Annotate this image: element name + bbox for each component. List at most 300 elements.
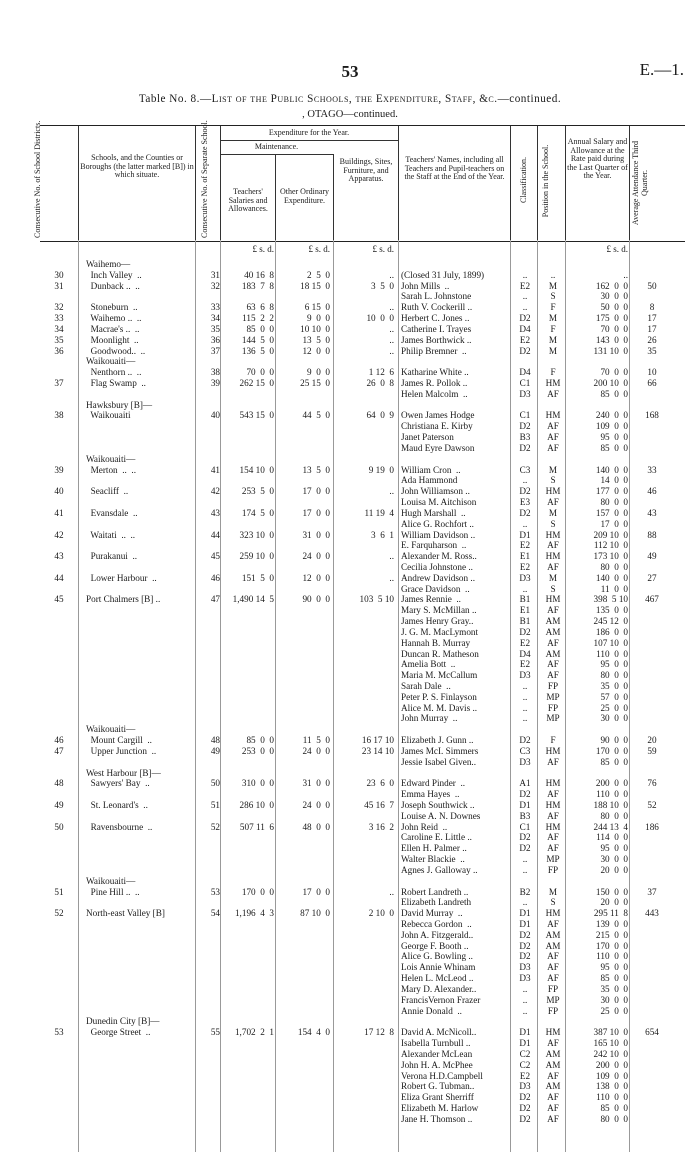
attendance-value: 17 bbox=[647, 313, 657, 324]
annual-salary-value: 14 0 0 bbox=[600, 475, 628, 486]
school-number: 54 bbox=[210, 908, 220, 919]
other-expenditure-value: 12 0 0 bbox=[302, 345, 330, 356]
annual-salary-value: 242 10 0 bbox=[593, 1048, 628, 1059]
other-expenditure-value: 90 0 0 bbox=[302, 594, 330, 605]
teacher-name: Andrew Davidson .. bbox=[401, 572, 475, 583]
teacher-name: Louise A. N. Downes bbox=[401, 810, 481, 821]
salaries-value: 40 16 8 bbox=[244, 269, 274, 280]
school-number: 42 bbox=[210, 486, 220, 497]
teacher-name: Alice M. M. Davis .. bbox=[401, 702, 478, 713]
other-expenditure-value: 17 0 0 bbox=[302, 886, 330, 897]
classification-value: E2 bbox=[519, 540, 531, 551]
school-number: 44 bbox=[210, 529, 220, 540]
classification-value: B1 bbox=[519, 594, 531, 605]
teacher-name: FrancisVernon Frazer bbox=[401, 994, 481, 1005]
table-title-suffix: —continued. bbox=[497, 93, 562, 105]
position-value: HM bbox=[545, 800, 561, 810]
header-consecutive-school: Consecutive No. of Separate School. bbox=[200, 120, 209, 238]
teacher-name: Hannah B. Murray bbox=[401, 637, 471, 648]
district-number: 44 bbox=[54, 572, 64, 583]
annual-salary-value: 215 0 0 bbox=[595, 929, 628, 940]
other-expenditure-value: 25 15 0 bbox=[300, 378, 330, 389]
teacher-name: David Murray .. bbox=[401, 908, 463, 919]
classification-value: D2 bbox=[519, 442, 531, 453]
classification-value: C1 bbox=[519, 821, 531, 832]
position-value: AF bbox=[547, 1070, 559, 1081]
position-value: FP bbox=[547, 1005, 559, 1016]
header-other-expenditure: Other Ordinary Expenditure. bbox=[279, 187, 330, 205]
buildings-value: 23 6 0 bbox=[366, 778, 394, 789]
classification-value: D4 bbox=[519, 648, 531, 659]
position-value: M bbox=[548, 464, 558, 475]
classification-value: B3 bbox=[519, 432, 531, 443]
annual-salary-value: 131 10 0 bbox=[593, 345, 628, 356]
position-value: AM bbox=[545, 940, 561, 951]
position-value: HM bbox=[545, 486, 561, 497]
classification-value: .. bbox=[522, 583, 528, 594]
header-consecutive-district: Consecutive No. of School Districts. bbox=[33, 120, 42, 238]
classification-value: D1 bbox=[519, 908, 531, 919]
annual-salary-value: 188 10 0 bbox=[593, 800, 628, 810]
annual-salary-value: 245 12 0 bbox=[593, 616, 628, 627]
classification-value: E2 bbox=[519, 1070, 531, 1081]
annual-salary-value: 80 0 0 bbox=[600, 670, 628, 681]
teacher-name: Helen Malcolm .. bbox=[401, 388, 468, 399]
position-value: HM bbox=[545, 529, 561, 540]
classification-value: D2 bbox=[519, 940, 531, 951]
classification-value: D4 bbox=[519, 323, 531, 334]
salaries-value: 183 7 8 bbox=[241, 280, 274, 291]
school-name: Moonlight .. bbox=[86, 334, 139, 345]
school-name: Waikouaiti— bbox=[86, 453, 136, 464]
district-number: 51 bbox=[54, 886, 64, 897]
position-value: MP bbox=[546, 713, 560, 724]
buildings-value: 23 14 10 bbox=[361, 745, 394, 756]
buildings-value: 10 0 0 bbox=[366, 313, 394, 324]
page-number: 53 bbox=[341, 62, 359, 81]
salaries-value: 115 2 2 bbox=[242, 313, 274, 324]
buildings-value: .. bbox=[389, 302, 394, 313]
annual-salary-value: 110 0 0 bbox=[596, 1092, 628, 1103]
classification-value: E2 bbox=[519, 280, 531, 291]
salaries-value: 253 5 0 bbox=[241, 486, 274, 497]
district-number: 48 bbox=[54, 778, 64, 789]
annual-salary-value: 85 0 0 bbox=[600, 973, 628, 984]
annual-salary-value: 177 0 0 bbox=[595, 486, 628, 497]
annual-salary-value: 25 0 0 bbox=[600, 702, 628, 713]
classification-value: .. bbox=[522, 291, 528, 302]
salaries-value: 259 10 0 bbox=[239, 551, 274, 562]
annual-salary-value: 398 5 10 bbox=[593, 594, 628, 605]
school-name: Waikouaiti bbox=[86, 410, 131, 421]
buildings-value: .. bbox=[389, 323, 394, 334]
annual-salary-value: 200 0 0 bbox=[595, 778, 628, 789]
salaries-value: 286 10 0 bbox=[239, 800, 274, 810]
attendance-value: 186 bbox=[645, 821, 659, 832]
school-name: Merton .. .. bbox=[86, 464, 137, 475]
position-value: AM bbox=[545, 626, 561, 637]
teacher-name: John Reid .. bbox=[401, 821, 448, 832]
position-value: AF bbox=[547, 962, 559, 973]
position-value: HM bbox=[545, 908, 561, 919]
position-value: FP bbox=[547, 680, 559, 691]
buildings-value: 2 10 0 bbox=[368, 908, 394, 919]
attendance-value: 88 bbox=[647, 529, 657, 540]
teacher-name: Duncan R. Matheson bbox=[401, 648, 479, 659]
salaries-value: 85 0 0 bbox=[246, 323, 274, 334]
school-number: 47 bbox=[210, 594, 220, 605]
buildings-value: .. bbox=[389, 269, 394, 280]
salaries-value: 253 0 0 bbox=[241, 745, 274, 756]
classification-value: D3 bbox=[519, 388, 531, 399]
annual-salary-value: 170 0 0 bbox=[595, 745, 628, 756]
teacher-name: Ellen H. Palmer .. bbox=[401, 843, 467, 854]
annual-salary-value: 85 0 0 bbox=[600, 1102, 628, 1113]
position-value: HM bbox=[545, 551, 561, 562]
table-header bbox=[33, 120, 685, 242]
teacher-name: Elizabeth M. Harlow bbox=[401, 1102, 479, 1113]
teacher-name: James Borthwick .. bbox=[401, 334, 472, 345]
header-schools: Schools, and the Counties or Boroughs (the latter marked [B]) in which situate. bbox=[80, 153, 194, 180]
teacher-name: Elizabeth Landreth bbox=[401, 897, 472, 908]
district-number: 31 bbox=[54, 280, 64, 291]
attendance-value: 49 bbox=[647, 551, 657, 562]
teacher-name: Mary D. Alexander.. bbox=[401, 983, 477, 994]
position-value: M bbox=[548, 507, 558, 518]
classification-value: E2 bbox=[519, 334, 531, 345]
school-name: Waikouaiti— bbox=[86, 724, 136, 735]
position-value: AF bbox=[547, 973, 559, 984]
header-expenditure: Expenditure for the Year. bbox=[268, 128, 350, 137]
classification-value: D2 bbox=[519, 507, 531, 518]
position-value: AF bbox=[547, 919, 559, 930]
other-expenditure-value: 13 5 0 bbox=[302, 464, 330, 475]
salaries-value: 144 5 0 bbox=[241, 334, 274, 345]
attendance-value: 59 bbox=[647, 745, 657, 756]
teacher-name: Hugh Marshall .. bbox=[401, 507, 466, 518]
salaries-value: 1,702 2 1 bbox=[234, 1027, 274, 1038]
position-value: FP bbox=[547, 702, 559, 713]
teacher-name: Joseph Southwick .. bbox=[401, 800, 475, 810]
annual-salary-value: 110 0 0 bbox=[596, 951, 628, 962]
school-name: St. Leonard's .. bbox=[86, 800, 148, 810]
other-expenditure-value: 6 15 0 bbox=[304, 302, 330, 313]
header-average-attendance: Average Attendance Third Quarter. bbox=[631, 140, 649, 226]
school-name: Evansdale .. bbox=[86, 507, 138, 518]
school-name: Upper Junction .. bbox=[86, 745, 157, 756]
classification-value: .. bbox=[522, 269, 528, 280]
teacher-name: Janet Paterson bbox=[401, 432, 454, 443]
school-name: Ravensbourne .. bbox=[86, 821, 153, 832]
school-name: Seacliff .. bbox=[86, 486, 129, 497]
position-value: HM bbox=[545, 594, 561, 605]
position-value: MP bbox=[546, 854, 560, 865]
school-name: Flag Swamp .. bbox=[86, 378, 146, 389]
classification-value: D3 bbox=[519, 973, 531, 984]
district-number: 39 bbox=[54, 464, 64, 475]
district-number: 38 bbox=[54, 410, 64, 421]
annual-salary-value: 109 0 0 bbox=[595, 421, 628, 432]
classification-value: E1 bbox=[519, 605, 531, 616]
school-name: North-east Valley [B] bbox=[86, 908, 165, 919]
position-value: M bbox=[548, 345, 558, 356]
buildings-value: 26 0 8 bbox=[366, 378, 394, 389]
classification-value: .. bbox=[522, 854, 528, 865]
district-number: 32 bbox=[54, 302, 64, 313]
salaries-value: 170 0 0 bbox=[241, 886, 274, 897]
position-value: AF bbox=[547, 756, 559, 767]
school-name: Mount Cargill .. bbox=[86, 735, 152, 746]
school-number: 46 bbox=[210, 572, 220, 583]
position-value: F bbox=[550, 323, 556, 334]
annual-salary-value: 186 0 0 bbox=[595, 626, 628, 637]
classification-value: D3 bbox=[519, 1081, 531, 1092]
classification-value: D2 bbox=[519, 486, 531, 497]
classification-value: D2 bbox=[519, 832, 531, 843]
salaries-value: 136 5 0 bbox=[241, 345, 274, 356]
teacher-name: E. Farquharson .. bbox=[401, 540, 467, 551]
school-name: Purakanui .. bbox=[86, 551, 138, 562]
other-expenditure-value: 31 0 0 bbox=[302, 529, 330, 540]
other-expenditure-value: 9 0 0 bbox=[307, 313, 330, 324]
position-value: FP bbox=[547, 983, 559, 994]
position-value: AF bbox=[547, 442, 559, 453]
other-expenditure-value: 2 5 0 bbox=[307, 269, 330, 280]
attendance-value: 52 bbox=[647, 800, 657, 810]
classification-value: D3 bbox=[519, 572, 531, 583]
school-name: Waikouaiti— bbox=[86, 356, 136, 367]
buildings-value: 64 0 9 bbox=[366, 410, 394, 421]
annual-salary-value: 240 0 0 bbox=[595, 410, 628, 421]
salaries-value: 1,490 14 5 bbox=[232, 594, 274, 605]
classification-value: .. bbox=[522, 1005, 528, 1016]
teacher-name: Ada Hammond bbox=[401, 475, 458, 486]
teacher-name: James Rennie .. bbox=[401, 594, 461, 605]
salaries-value: 70 0 0 bbox=[246, 367, 274, 378]
classification-value: D3 bbox=[519, 670, 531, 681]
position-value: HM bbox=[545, 778, 561, 789]
annual-salary-value: 35 0 0 bbox=[600, 983, 628, 994]
annual-salary-value: 35 0 0 bbox=[600, 680, 628, 691]
classification-value: C3 bbox=[519, 745, 531, 756]
annual-salary-value: 95 0 0 bbox=[600, 962, 628, 973]
buildings-value: 103 5 10 bbox=[359, 594, 394, 605]
school-number: 50 bbox=[210, 778, 220, 789]
other-expenditure-value: 154 4 0 bbox=[297, 1027, 330, 1038]
units-buildings: £ s. d. bbox=[372, 244, 394, 254]
teacher-name: Helen L. McLeod .. bbox=[401, 973, 474, 984]
classification-value: E3 bbox=[519, 497, 531, 508]
teacher-name: John A. Fitzgerald.. bbox=[401, 929, 474, 940]
salaries-value: 310 0 0 bbox=[241, 778, 274, 789]
header-annual-salary: Annual Salary and Allowance at the Rate paid during the Last Quarter of the Year. bbox=[567, 137, 628, 181]
classification-value: E1 bbox=[519, 551, 531, 562]
units-other: £ s. d. bbox=[308, 244, 330, 254]
teacher-name: John Murray .. bbox=[401, 713, 458, 724]
attendance-value: 50 bbox=[647, 280, 657, 291]
annual-salary-value: 70 0 0 bbox=[600, 367, 628, 378]
table-subtitle: , OTAGO—continued. bbox=[302, 109, 398, 120]
school-name: Waitati .. .. bbox=[86, 529, 136, 540]
other-expenditure-value: 11 5 0 bbox=[302, 735, 330, 746]
teacher-name: John Williamson .. bbox=[401, 486, 470, 497]
classification-value: D2 bbox=[519, 345, 531, 356]
classification-value: B3 bbox=[519, 810, 531, 821]
annual-salary-value: 140 0 0 bbox=[595, 572, 628, 583]
school-number: 37 bbox=[210, 345, 220, 356]
classification-value: D2 bbox=[519, 1102, 531, 1113]
school-number: 53 bbox=[210, 886, 220, 897]
classification-value: .. bbox=[522, 475, 528, 486]
buildings-value: 16 17 10 bbox=[361, 735, 394, 746]
school-number: 43 bbox=[210, 507, 220, 518]
school-number: 49 bbox=[210, 745, 220, 756]
classification-value: D2 bbox=[519, 843, 531, 854]
table-title bbox=[0, 93, 700, 105]
annual-salary-value: 30 0 0 bbox=[600, 854, 628, 865]
annual-salary-value: 165 10 0 bbox=[593, 1038, 628, 1049]
salaries-value: 151 5 0 bbox=[241, 572, 274, 583]
position-value: AF bbox=[547, 637, 559, 648]
annual-salary-value: 85 0 0 bbox=[600, 388, 628, 399]
district-number: 37 bbox=[54, 378, 64, 389]
units-annual: £ s. d. bbox=[606, 244, 628, 254]
school-name: Waihemo .. .. bbox=[86, 313, 142, 324]
position-value: M bbox=[548, 313, 558, 324]
position-value: AF bbox=[547, 1092, 559, 1103]
annual-salary-value: 110 0 0 bbox=[596, 648, 628, 659]
classification-value: .. bbox=[522, 713, 528, 724]
teacher-name: Elizabeth J. Gunn .. bbox=[401, 735, 474, 746]
annual-salary-value: 95 0 0 bbox=[600, 432, 628, 443]
classification-value: D1 bbox=[519, 800, 531, 810]
attendance-value: 46 bbox=[647, 486, 657, 497]
teacher-name: Alice G. Rochfort .. bbox=[401, 518, 474, 529]
district-number: 34 bbox=[54, 323, 64, 334]
classification-value: D2 bbox=[519, 1113, 531, 1124]
teacher-name: Grace Davidson .. bbox=[401, 583, 470, 594]
annual-salary-value: 50 0 0 bbox=[600, 302, 628, 313]
buildings-value: 11 19 4 bbox=[364, 507, 394, 518]
teacher-name: Alexander M. Ross.. bbox=[401, 551, 477, 562]
district-number: 40 bbox=[54, 486, 64, 497]
annual-salary-value: 85 0 0 bbox=[600, 442, 628, 453]
annual-salary-value: 138 0 0 bbox=[595, 1081, 628, 1092]
annual-salary-value: 30 0 0 bbox=[600, 994, 628, 1005]
school-number: 32 bbox=[210, 280, 220, 291]
salaries-value: 85 0 0 bbox=[246, 735, 274, 746]
school-name: Dunback .. .. bbox=[86, 280, 140, 291]
classification-value: D2 bbox=[519, 313, 531, 324]
attendance-value: 20 bbox=[647, 735, 657, 746]
position-value: AF bbox=[547, 561, 559, 572]
district-number: 52 bbox=[54, 908, 64, 919]
school-name: Sawyers' Bay .. bbox=[86, 778, 150, 789]
position-value: AF bbox=[547, 540, 559, 551]
classification-value: B2 bbox=[519, 886, 531, 897]
position-value: F bbox=[550, 302, 556, 313]
teacher-name: Alexander McLean bbox=[401, 1048, 473, 1059]
other-expenditure-value: 24 0 0 bbox=[302, 745, 330, 756]
classification-value: .. bbox=[522, 691, 528, 702]
attendance-value: 33 bbox=[647, 464, 657, 475]
table-row bbox=[0, 1113, 700, 1126]
annual-salary-value: 20 0 0 bbox=[600, 864, 628, 875]
annual-salary-value: 135 0 0 bbox=[595, 605, 628, 616]
position-value: M bbox=[548, 334, 558, 345]
school-number: 31 bbox=[210, 269, 220, 280]
position-value: F bbox=[550, 735, 556, 746]
district-number: 35 bbox=[54, 334, 64, 345]
attendance-value: 168 bbox=[645, 410, 659, 421]
buildings-value: 3 5 0 bbox=[371, 280, 394, 291]
annual-salary-value: 57 0 0 bbox=[600, 691, 628, 702]
school-number: 55 bbox=[210, 1027, 220, 1038]
annual-salary-value: 140 0 0 bbox=[595, 464, 628, 475]
classification-value: .. bbox=[522, 864, 528, 875]
salaries-value: 63 6 8 bbox=[246, 302, 274, 313]
position-value: AF bbox=[547, 497, 559, 508]
attendance-value: 17 bbox=[647, 323, 657, 334]
attendance-value: 66 bbox=[647, 378, 657, 389]
classification-value: D2 bbox=[519, 929, 531, 940]
school-number: 33 bbox=[210, 302, 220, 313]
annual-salary-value: 109 0 0 bbox=[595, 1070, 628, 1081]
attendance-value: 26 bbox=[647, 334, 657, 345]
teacher-name: Amelia Bott .. bbox=[401, 659, 456, 670]
teacher-name: Eliza Grant Sherriff bbox=[401, 1092, 474, 1103]
classification-value: D2 bbox=[519, 789, 531, 800]
district-number: 49 bbox=[54, 800, 64, 810]
school-name: Goodwood.. .. bbox=[86, 345, 146, 356]
teacher-name: William Davidson .. bbox=[401, 529, 476, 540]
annual-salary-value: 157 0 0 bbox=[595, 507, 628, 518]
classification-value: E2 bbox=[519, 637, 531, 648]
teacher-name: John Mills .. bbox=[401, 280, 450, 291]
position-value: M bbox=[548, 572, 558, 583]
other-expenditure-value: 87 10 0 bbox=[300, 908, 330, 919]
teacher-name: Cecilia Johnstone .. bbox=[401, 561, 473, 572]
attendance-value: 76 bbox=[647, 778, 657, 789]
teacher-name: Katharine White .. bbox=[401, 367, 469, 378]
teacher-name: James Henry Gray.. bbox=[401, 616, 474, 627]
classification-value: C3 bbox=[519, 464, 531, 475]
annual-salary-value: 200 0 0 bbox=[595, 1059, 628, 1070]
school-name: West Harbour [B]— bbox=[86, 767, 161, 778]
other-expenditure-value: 24 0 0 bbox=[302, 800, 330, 810]
annual-salary-value: 170 0 0 bbox=[595, 940, 628, 951]
salaries-value: 154 10 0 bbox=[239, 464, 274, 475]
other-expenditure-value: 48 0 0 bbox=[302, 821, 330, 832]
classification-value: B1 bbox=[519, 616, 531, 627]
position-value: AM bbox=[545, 1081, 561, 1092]
buildings-value: .. bbox=[389, 486, 394, 497]
teacher-name: J. G. M. MacLymont bbox=[401, 626, 479, 637]
teacher-name: Philip Bremner .. bbox=[401, 345, 467, 356]
other-expenditure-value: 44 5 0 bbox=[302, 410, 330, 421]
attendance-value: 35 bbox=[647, 345, 657, 356]
salaries-value: 262 15 0 bbox=[239, 378, 274, 389]
teacher-name: Alice G. Bowling .. bbox=[401, 951, 473, 962]
salaries-value: 507 11 6 bbox=[239, 821, 274, 832]
teacher-name: (Closed 31 July, 1899) bbox=[401, 269, 485, 280]
position-value: AF bbox=[547, 1038, 559, 1049]
classification-value: C2 bbox=[519, 1048, 531, 1059]
annual-salary-value: 80 0 0 bbox=[600, 1113, 628, 1124]
district-number: 33 bbox=[54, 313, 64, 324]
classification-value: C2 bbox=[519, 1059, 531, 1070]
position-value: AF bbox=[547, 421, 559, 432]
